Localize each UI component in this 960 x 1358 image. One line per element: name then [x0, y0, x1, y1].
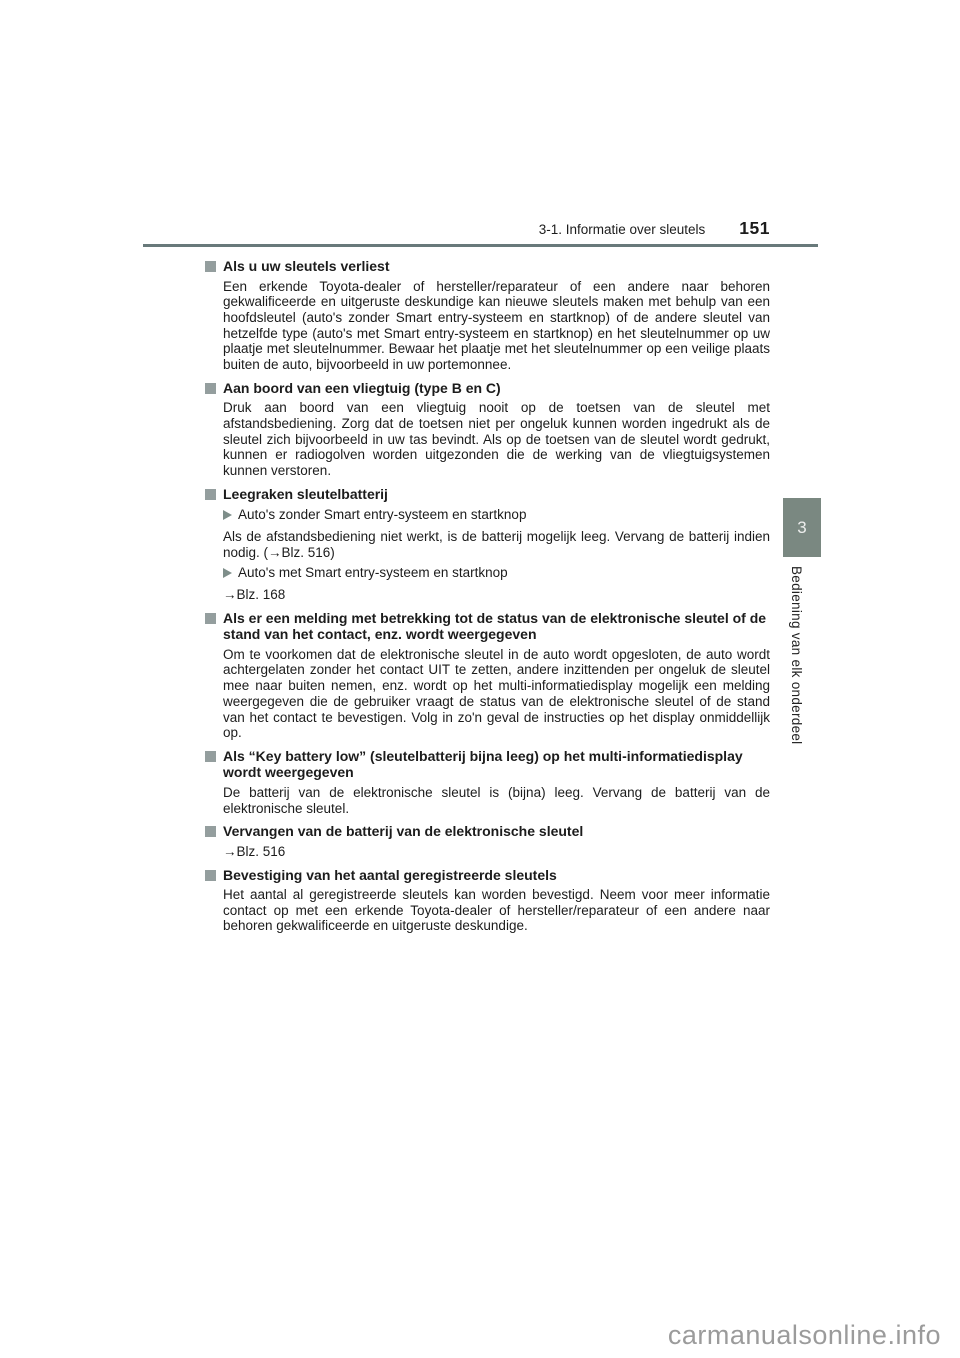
- section-heading-text: Als “Key battery low” (sleutelbatterij bijna leeg) op het multi-informatiedisplay wordt weergegeven: [223, 747, 743, 781]
- page-reference: →Blz. 516: [223, 843, 286, 859]
- section-heading-text: Als u uw sleutels verliest: [223, 258, 390, 274]
- square-bullet-icon: [205, 870, 216, 881]
- body-paragraph: Om te voorkomen dat de elektronische sleutel in de auto wordt opgesloten, de auto wordt achtergelaten zonder het contact UIT te zetten, andere inzittenden per ongeluk de sleutel mee naar buiten nemen, enz. wordt op het multi-informatiedisplay mogelijk een melding weergegeven die de gebruiker vraagt de status van de elektronische sleutel of de stand van het contact te bevestigen. Volg in zo'n geval de instructies op het display onmiddellijk op.: [223, 646, 770, 741]
- manual-section: [205, 748, 770, 816]
- section-heading: [205, 258, 770, 275]
- body-paragraph: De batterij van de elektronische sleutel is (bijna) leeg. Vervang de batterij van de elektronische sleutel.: [223, 784, 770, 816]
- section-heading-text: Als er een melding met betrekking tot de status van de elektronische sleutel of de stand van het contact, enz. wordt weergegeven: [223, 609, 767, 643]
- page-reference: →Blz. 168: [223, 587, 286, 603]
- section-heading: [205, 610, 770, 643]
- section-heading: [205, 867, 770, 884]
- manual-section: [205, 486, 770, 603]
- section-heading-text: Bevestiging van het aantal geregistreerde sleutels: [223, 866, 557, 883]
- manual-section: [205, 610, 770, 741]
- body-paragraph: Een erkende Toyota-dealer of hersteller/reparateur of een andere naar behoren gekwalificeerde en uitgeruste deskundige kan nieuwe sleutels maken met behulp van een hoofdsleutel (auto's zonder Smart entry-systeem en startknop) of de andere sleutel van hetzelfde type (auto's met Smart entry-systeem en startknop) en het sleutelnummer op uw plaatje met sleutelnummer. Bewaar het plaatje met het sleutelnummer op een veilige plaats buiten de auto, bijvoorbeeld in uw portemonnee.: [223, 278, 770, 373]
- pointer-item: [223, 507, 770, 523]
- square-bullet-icon: [205, 751, 216, 762]
- triangle-pointer-icon: [223, 568, 232, 578]
- page-content: [205, 258, 770, 941]
- section-heading: [205, 380, 770, 397]
- chapter-title-vertical: Bediening van elk onderdeel: [789, 566, 804, 745]
- square-bullet-icon: [205, 261, 216, 272]
- triangle-pointer-icon: [223, 510, 232, 520]
- page-header: [143, 218, 770, 239]
- body-paragraph: Als de afstandsbediening niet werkt, is de batterij mogelijk leeg. Vervang de batterij indien nodig. (→Blz. 516): [223, 528, 770, 560]
- section-heading: [205, 823, 770, 840]
- body-paragraph: Het aantal al geregistreerde sleutels kan worden bevestigd. Neem voor meer informatie contact op met een erkende Toyota-dealer of hersteller/reparateur of een andere naar behoren gekwalificeerde en uitgeruste deskundige.: [223, 887, 770, 934]
- manual-section: [205, 823, 770, 859]
- watermark: carmanualsonline.info: [667, 1320, 941, 1350]
- square-bullet-icon: [205, 489, 216, 500]
- chapter-tab: [783, 498, 821, 557]
- page-number: 151: [739, 218, 770, 238]
- section-heading-text: Vervangen van de batterij van de elektronische sleutel: [223, 823, 584, 840]
- square-bullet-icon: [205, 826, 216, 837]
- pointer-text: Auto's zonder Smart entry-systeem en startknop: [238, 507, 527, 523]
- pointer-text: Auto's met Smart entry-systeem en startknop: [238, 565, 508, 581]
- section-heading-text: Leegraken sleutelbatterij: [223, 485, 388, 502]
- pointer-item: [223, 565, 770, 581]
- body-paragraph: Druk aan boord van een vliegtuig nooit op de toetsen van de sleutel met afstandsbediening. Zorg dat de toetsen niet per ongeluk kunnen worden ingedrukt als de sleutel zich bijvoorbeeld in uw tas bevindt. Als op de toetsen van de sleutel wordt gedrukt, kunnen er radiogolven worden uitgezonden die de werking van de vliegtuigsystemen kunnen verstoren.: [223, 400, 770, 479]
- section-heading-text: Aan boord van een vliegtuig (type B en C): [223, 379, 501, 396]
- manual-section: [205, 258, 770, 373]
- square-bullet-icon: [205, 383, 216, 394]
- manual-section: [205, 867, 770, 935]
- section-heading: [205, 486, 770, 503]
- manual-section: [205, 380, 770, 479]
- chapter-number: 3: [797, 517, 807, 537]
- section-breadcrumb: 3-1. Informatie over sleutels: [538, 222, 706, 237]
- header-rule: [143, 244, 818, 247]
- square-bullet-icon: [205, 613, 216, 624]
- section-heading: [205, 748, 770, 781]
